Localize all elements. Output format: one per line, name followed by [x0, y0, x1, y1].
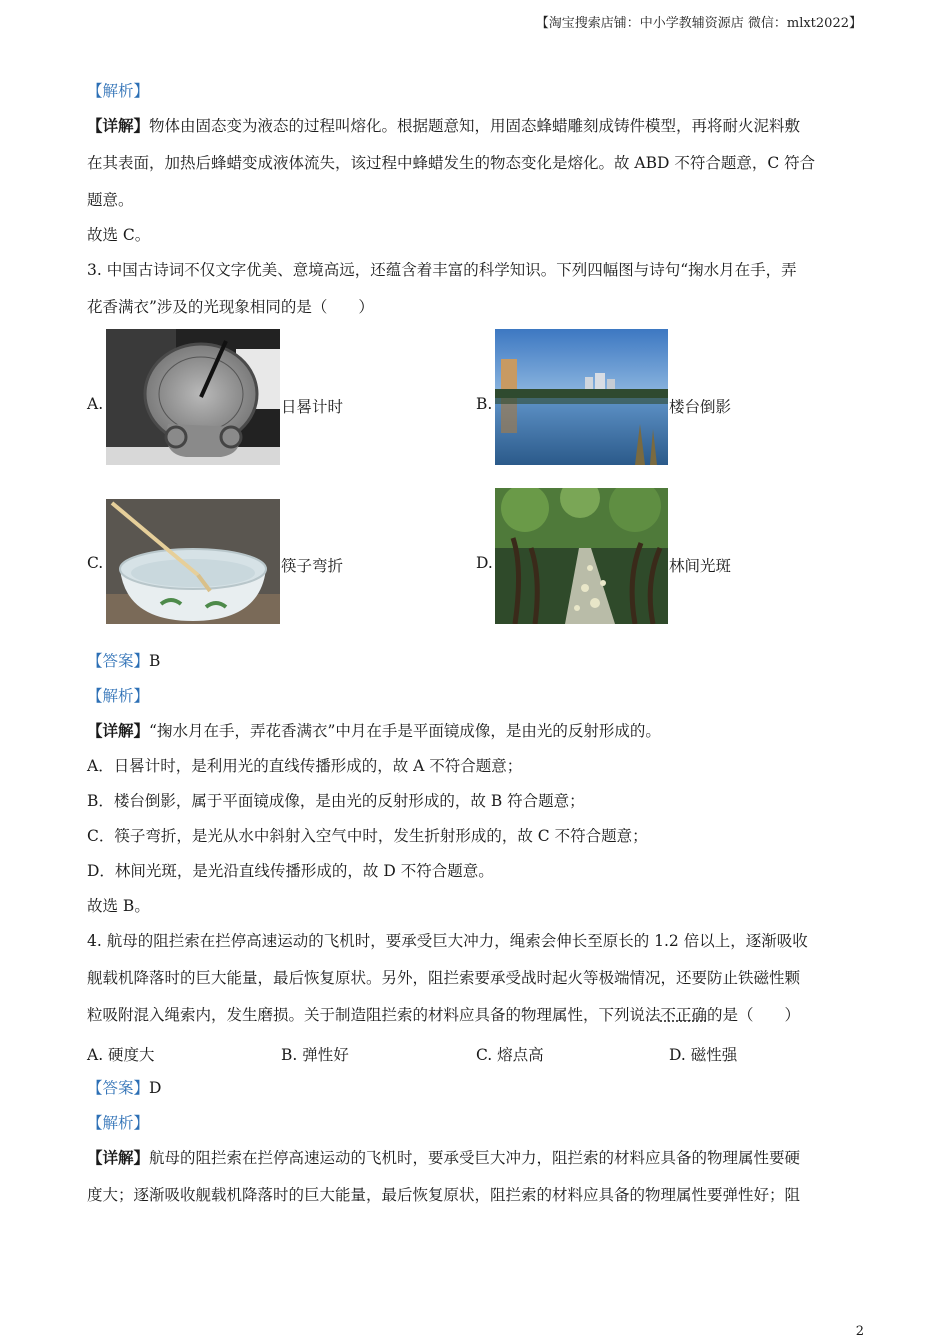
- q2-analysis-heading: 【解析】: [87, 82, 150, 100]
- q3-option-a-explain: A．日晷计时，是利用光的直线传播形成的，故 A 不符合题意；: [87, 757, 523, 775]
- option-d-label: 林间光斑: [669, 557, 732, 575]
- q3-conclusion: 故选 B。: [87, 897, 150, 915]
- q3-answer-line: [87, 650, 160, 672]
- q3-analysis-heading: 【解析】: [87, 687, 150, 705]
- reflection-photo: [495, 329, 668, 465]
- q3-option-d-explain: D．林间光斑，是光沿直线传播形成的，故 D 不符合题意。: [87, 862, 494, 880]
- q2-detail-text-1: 物体由固态变为液态的过程叫熔化。根据题意知，用固态蜂蜡雕刻成铸件模型，再将耐火泥料敷: [149, 117, 801, 135]
- q4-detail-tag: 【详解】: [87, 1148, 150, 1167]
- q4-analysis-heading: 【解析】: [87, 1114, 150, 1132]
- q4-detail-line-1: [87, 1147, 800, 1169]
- q3-answer-value: B: [149, 652, 161, 670]
- q4-answer-line: [87, 1077, 161, 1099]
- page-number: 2: [855, 1324, 864, 1339]
- q3-option-c-explain: C．筷子弯折，是光从水中斜射入空气中时，发生折射形成的，故 C 不符合题意；: [87, 827, 648, 845]
- q4-stem-line-1: 4. 航母的阻拦索在拦停高速运动的飞机时，要承受巨大冲力，绳索会伸长至原长的 1.2 倍以上，逐渐吸收: [87, 932, 808, 950]
- q3-stem-line-2: 花香满衣”涉及的光现象相同的是（ ）: [87, 298, 374, 316]
- option-b-letter: B.: [476, 395, 493, 413]
- q4-answer-tag: 【答案】: [87, 1079, 150, 1097]
- option-d-letter: D.: [476, 554, 493, 572]
- option-a-letter: A.: [87, 395, 104, 413]
- q3-detail-line: [87, 720, 661, 742]
- q4-stem-line-2: 舰载机降落时的巨大能量，最后恢复原状。另外，阻拦索要承受战时起火等极端情况，还要防止铁磁性颗: [87, 969, 801, 987]
- q4-stem-text-c: 的是（ ）: [707, 1006, 801, 1024]
- q3-stem-line-1: 3. 中国古诗词不仅文字优美、意境高远，还蕴含着丰富的科学知识。下列四幅图与诗句“掬水月在手，弄: [87, 261, 797, 279]
- sundial-photo: [106, 329, 280, 465]
- q4-answer-value: D: [149, 1079, 162, 1097]
- option-c-letter: C.: [87, 554, 104, 572]
- forest-path-photo: [495, 488, 668, 624]
- option-c-label: 筷子弯折: [281, 557, 344, 575]
- option-a-label: 日晷计时: [281, 398, 344, 416]
- q4-choice-c: C. 熔点高: [476, 1046, 544, 1064]
- q4-choice-d: D. 磁性强: [669, 1046, 738, 1064]
- q3-answer-tag: 【答案】: [87, 652, 150, 670]
- q4-stem-line-3: [87, 1004, 800, 1026]
- q2-detail-line-1: [87, 115, 800, 137]
- q2-detail-line-2: 在其表面，加热后蜂蜡变成液体流失，该过程中蜂蜡发生的物态变化是熔化。故 ABD 不符合题意，C 符合: [87, 154, 816, 172]
- q3-detail-text: “掬水月在手，弄花香满衣”中月在手是平面镜成像，是由光的反射形成的。: [149, 722, 661, 740]
- q2-detail-tag: 【详解】: [87, 116, 150, 135]
- q4-stem-text-a: 粒吸附混入绳索内，发生磨损。关于制造阻拦索的材料应具备的物理属性，下列说法: [87, 1006, 661, 1024]
- q4-detail-line-2: 度大；逐渐吸收舰载机降落时的巨大能量，最后恢复原状，阻拦索的材料应具备的物理属性要弹性好；阻: [87, 1186, 801, 1204]
- q3-detail-tag: 【详解】: [87, 721, 150, 740]
- q3-option-b-explain: B．楼台倒影，属于平面镜成像，是由光的反射形成的，故 B 符合题意；: [87, 792, 585, 810]
- q4-choice-b: B. 弹性好: [281, 1046, 349, 1064]
- option-b-label: 楼台倒影: [669, 398, 732, 416]
- q4-detail-text-1: 航母的阻拦索在拦停高速运动的飞机时，要承受巨大冲力，阻拦索的材料应具备的物理属性要硬: [149, 1149, 801, 1167]
- q4-choice-a: A. 硬度大: [87, 1046, 155, 1064]
- chopstick-bowl-photo: [106, 499, 280, 624]
- page-header: 【淘宝搜索店铺：中小学教辅资源店 微信：mlxt2022】: [535, 16, 862, 31]
- q4-emphasis-not-correct: 不正确: [660, 1006, 708, 1024]
- q2-conclusion: 故选 C。: [87, 226, 151, 244]
- q2-detail-line-3: 题意。: [87, 191, 134, 209]
